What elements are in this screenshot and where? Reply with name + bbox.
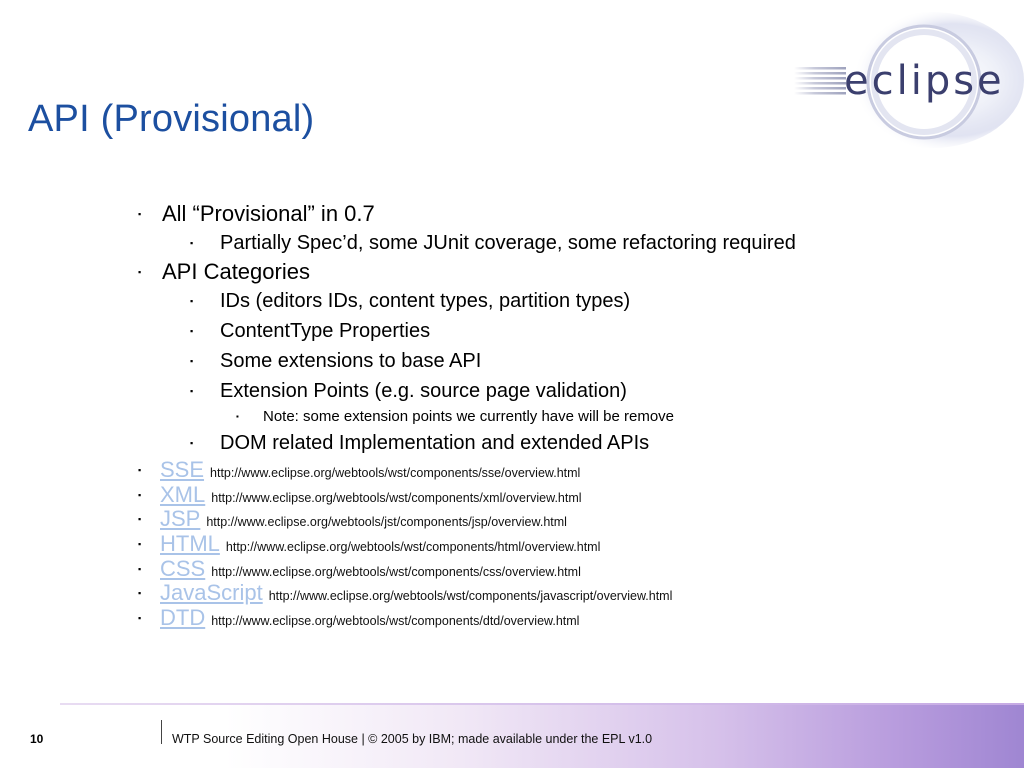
square-bullet-icon: ▪	[138, 465, 142, 475]
link-url: http://www.eclipse.org/webtools/wst/components/html/overview.html	[225, 540, 601, 555]
link-jsp[interactable]: JSP	[160, 506, 201, 532]
link-url: http://www.eclipse.org/webtools/wst/components/xml/overview.html	[211, 490, 582, 505]
eclipse-logo-icon	[784, 10, 1024, 150]
footer-divider	[60, 703, 1024, 705]
bullet-text: All “Provisional” in 0.7	[162, 201, 375, 226]
square-bullet-icon: ▪	[138, 209, 142, 219]
sub-bullet-spec	[138, 228, 998, 258]
sub-bullet-extension-points	[138, 376, 998, 406]
link-dtd[interactable]: DTD	[160, 605, 206, 631]
square-bullet-icon: ▪	[138, 539, 142, 550]
link-row-xml	[138, 483, 998, 508]
link-url: http://www.eclipse.org/webtools/wst/components/sse/overview.html	[210, 466, 581, 480]
sub-bullet-dom	[138, 428, 998, 458]
square-bullet-icon: ▪	[190, 296, 194, 306]
slide-title: API (Provisional)	[28, 98, 315, 140]
sub-bullet-ids	[138, 286, 998, 316]
square-bullet-icon: ▪	[138, 514, 142, 525]
link-xml[interactable]: XML	[160, 481, 206, 507]
link-html[interactable]: HTML	[160, 531, 220, 557]
square-bullet-icon: ▪	[190, 238, 194, 248]
square-bullet-icon: ▪	[138, 613, 142, 624]
bullet-text: IDs (editors IDs, content types, partition types)	[220, 290, 631, 312]
square-bullet-icon: ▪	[138, 563, 142, 574]
eclipse-logo	[784, 10, 1024, 150]
link-url: http://www.eclipse.org/webtools/wst/components/css/overview.html	[211, 564, 581, 579]
link-css[interactable]: CSS	[160, 555, 206, 581]
link-url: http://www.eclipse.org/webtools/wst/components/javascript/overview.html	[268, 589, 673, 604]
square-bullet-icon: ▪	[190, 326, 194, 336]
square-bullet-icon: ▪	[138, 489, 142, 500]
slide-content	[138, 200, 998, 631]
sub-bullet-contenttype	[138, 316, 998, 346]
bullet-text: API Categories	[162, 259, 310, 284]
link-sse[interactable]: SSE	[160, 457, 205, 482]
bullet-text: Some extensions to base API	[220, 350, 482, 372]
link-row-css	[138, 557, 998, 582]
sub-bullet-extensions	[138, 346, 998, 376]
square-bullet-icon: ▪	[138, 267, 142, 277]
bullet-text: Extension Points (e.g. source page validation)	[220, 380, 627, 402]
link-row-sse	[138, 458, 998, 483]
link-row-jsp	[138, 507, 998, 532]
sub-sub-bullet-note	[138, 406, 998, 428]
square-bullet-icon: ▪	[190, 356, 194, 366]
bullet-text: Note: some extension points we currently have will be remove	[263, 408, 675, 425]
bullet-text: DOM related Implementation and extended APIs	[220, 432, 650, 454]
square-bullet-icon: ▪	[190, 386, 194, 396]
bullet-text: Partially Spec’d, some JUnit coverage, some refactoring required	[220, 232, 796, 254]
link-url: http://www.eclipse.org/webtools/wst/components/dtd/overview.html	[211, 614, 580, 629]
link-url: http://www.eclipse.org/webtools/jst/components/jsp/overview.html	[206, 515, 567, 530]
link-row-dtd	[138, 606, 998, 631]
footer-separator	[161, 720, 162, 744]
footer-text: WTP Source Editing Open House | © 2005 by IBM; made available under the EPL v1.0	[172, 732, 653, 746]
bullet-provisional	[138, 200, 998, 228]
link-javascript[interactable]: JavaScript	[160, 580, 263, 606]
bullet-text: ContentType Properties	[220, 320, 431, 342]
square-bullet-icon: ▪	[138, 588, 142, 599]
page-number: 10	[30, 732, 44, 746]
square-bullet-icon: ▪	[236, 412, 239, 421]
square-bullet-icon: ▪	[190, 438, 194, 448]
svg-text:eclipse: eclipse	[844, 58, 1005, 104]
link-row-html	[138, 532, 998, 557]
bullet-api-categories	[138, 258, 998, 286]
link-row-javascript	[138, 581, 998, 606]
